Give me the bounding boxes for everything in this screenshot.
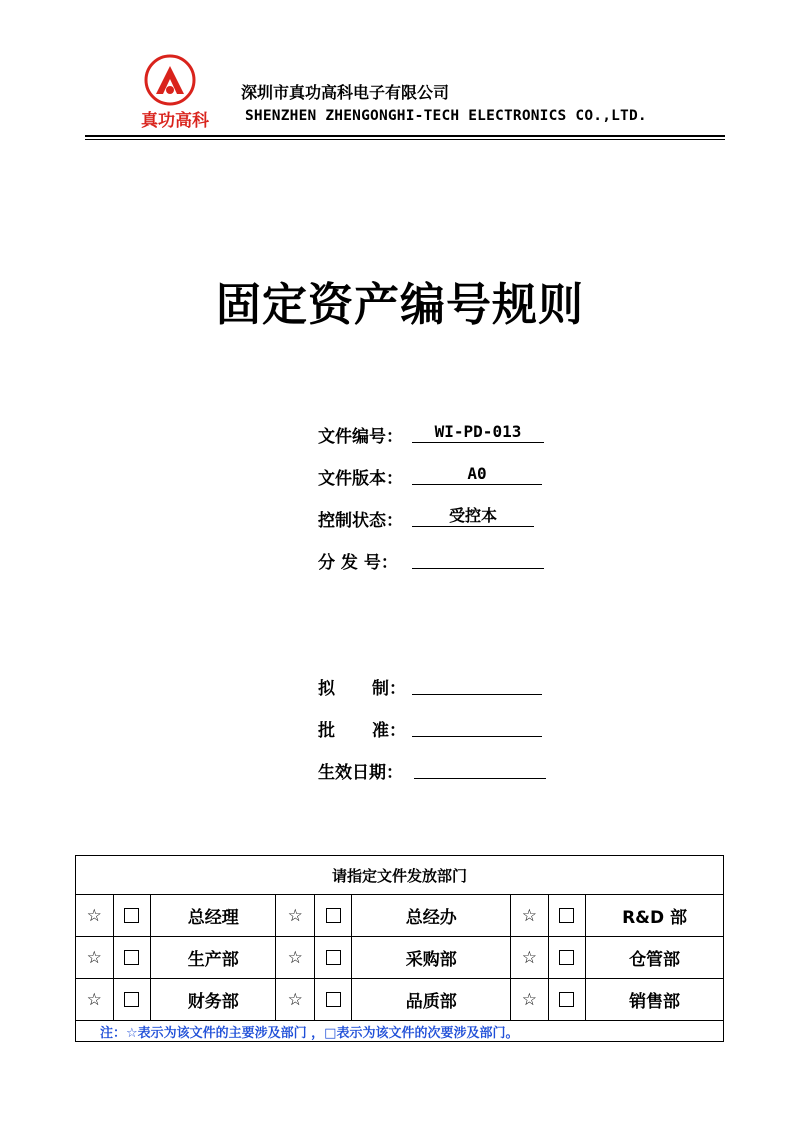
checkbox-icon[interactable] xyxy=(314,937,351,979)
approver-value xyxy=(412,716,542,737)
checkbox-icon[interactable] xyxy=(548,979,585,1021)
checkbox-icon[interactable] xyxy=(113,979,150,1021)
checkbox-icon[interactable] xyxy=(548,937,585,979)
distribution-table xyxy=(75,855,724,1042)
checkbox-icon[interactable] xyxy=(314,979,351,1021)
dept-cell: 财务部 xyxy=(150,979,275,1021)
star-icon[interactable]: ☆ xyxy=(76,979,114,1021)
checkbox-icon[interactable] xyxy=(548,895,585,937)
version-value: A0 xyxy=(412,464,542,485)
star-icon[interactable]: ☆ xyxy=(276,937,314,979)
distribution-header: 请指定文件发放部门 xyxy=(76,856,724,895)
dept-cell: R&D 部 xyxy=(586,895,724,937)
dept-cell: 品质部 xyxy=(352,979,511,1021)
logo-text: 真功高科 xyxy=(141,111,209,131)
effective-date-label: 生效日期： xyxy=(318,763,403,783)
drafter-value xyxy=(412,674,542,695)
checkbox-icon[interactable] xyxy=(314,895,351,937)
header-divider-thin xyxy=(85,139,725,140)
star-icon[interactable]: ☆ xyxy=(511,979,549,1021)
control-status-value: 受控本 xyxy=(412,506,534,527)
effective-date-value xyxy=(414,758,546,779)
version-label: 文件版本： xyxy=(318,469,403,489)
dept-cell: 生产部 xyxy=(150,937,275,979)
dept-cell: 销售部 xyxy=(586,979,724,1021)
company-name-en: SHENZHEN ZHENGONGHI-TECH ELECTRONICS CO.,LTD. xyxy=(245,108,647,124)
approver-label-b: 准： xyxy=(372,721,406,741)
table-row xyxy=(76,979,724,1021)
drafter-label-b: 制： xyxy=(372,679,406,699)
document-title: 固定资产编号规则 xyxy=(215,278,584,331)
control-status-label: 控制状态： xyxy=(318,511,403,531)
header-divider xyxy=(85,135,725,137)
dept-cell: 总经办 xyxy=(352,895,511,937)
issue-number-value xyxy=(412,548,544,569)
issue-number-label: 分 发 号： xyxy=(318,553,398,573)
star-icon[interactable]: ☆ xyxy=(511,937,549,979)
table-row xyxy=(76,937,724,979)
approver-label-a: 批 xyxy=(318,721,335,741)
checkbox-icon[interactable] xyxy=(113,937,150,979)
star-icon[interactable]: ☆ xyxy=(276,979,314,1021)
distribution-note: 注：☆表示为该文件的主要涉及部门 ，□表示为该文件的次要涉及部门。 xyxy=(76,1021,724,1042)
dept-cell: 采购部 xyxy=(352,937,511,979)
dept-cell: 仓管部 xyxy=(586,937,724,979)
checkbox-icon[interactable] xyxy=(113,895,150,937)
doc-number-value: WI-PD-013 xyxy=(412,422,544,443)
table-row xyxy=(76,895,724,937)
dept-cell: 总经理 xyxy=(150,895,275,937)
doc-number-label: 文件编号： xyxy=(318,427,403,447)
company-name-cn: 深圳市真功高科电子有限公司 xyxy=(241,83,450,102)
star-icon[interactable]: ☆ xyxy=(276,895,314,937)
drafter-label-a: 拟 xyxy=(318,679,335,699)
star-icon[interactable]: ☆ xyxy=(76,937,114,979)
star-icon[interactable]: ☆ xyxy=(76,895,114,937)
star-icon[interactable]: ☆ xyxy=(511,895,549,937)
